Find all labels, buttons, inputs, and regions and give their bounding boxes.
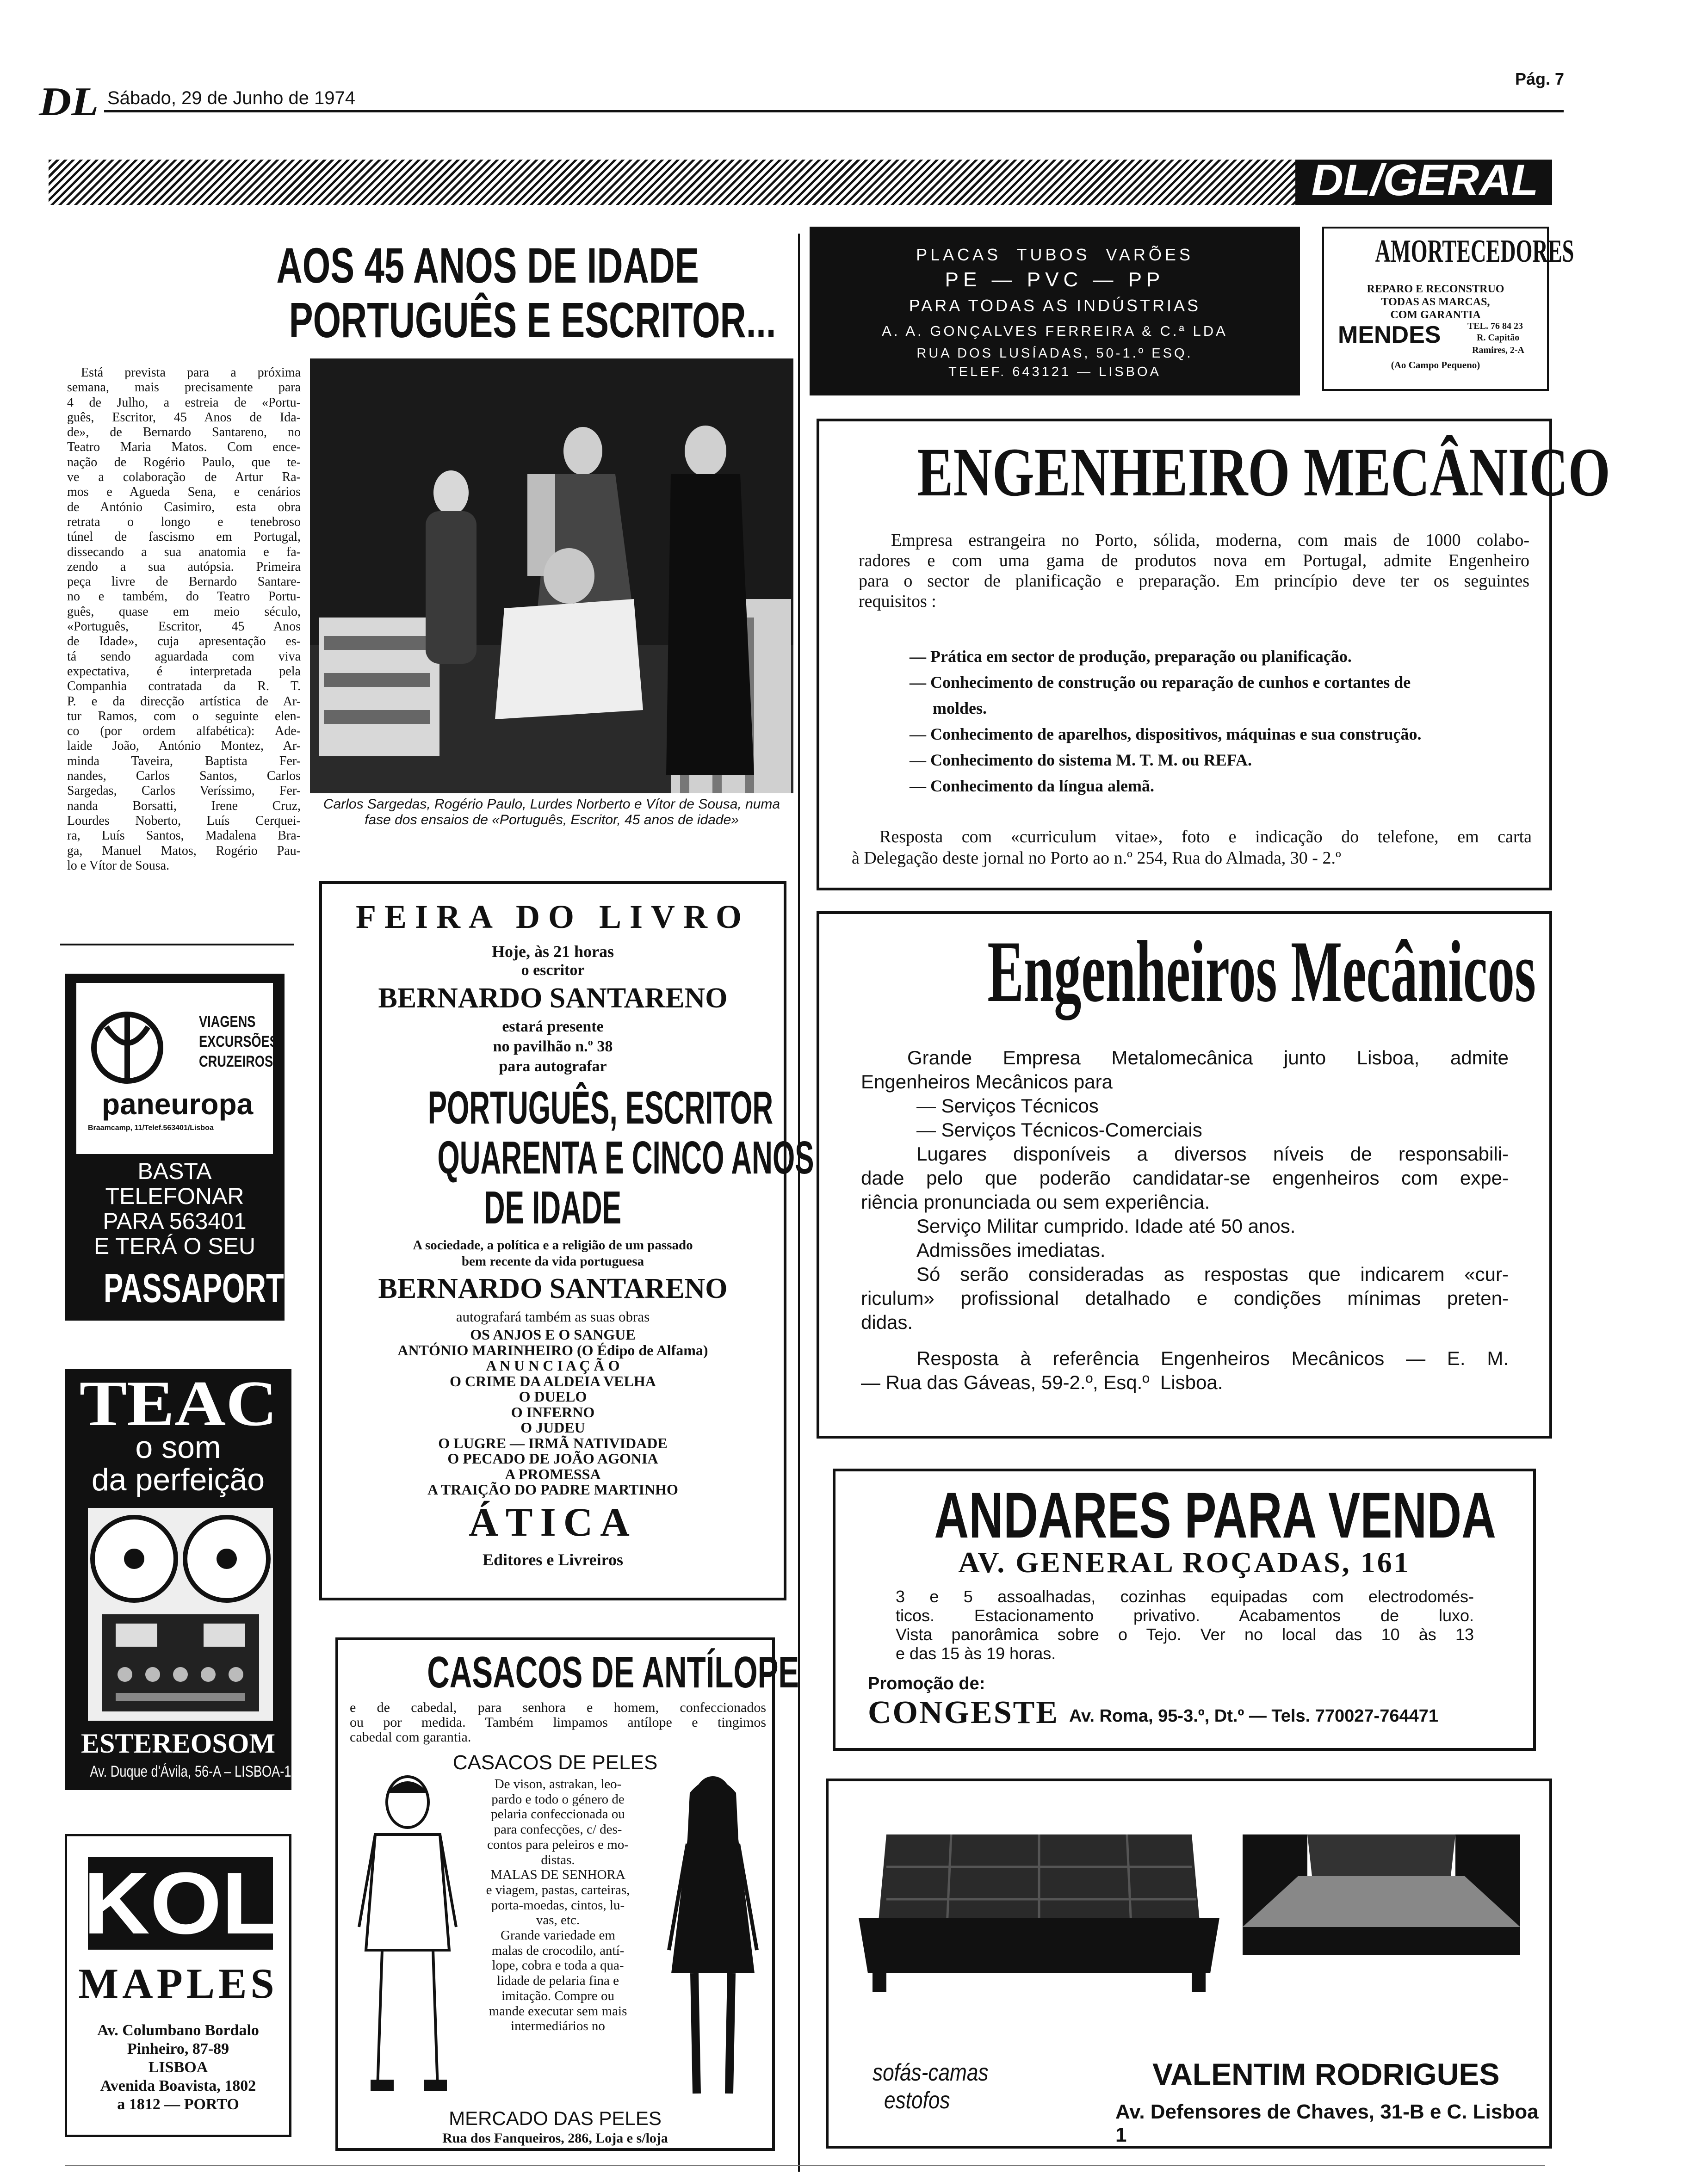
feira-work-title: O JUDEU [520, 1419, 585, 1436]
andares-address: AV. GENERAL ROÇADAS, 161 [958, 1546, 1411, 1579]
amortecedores-title-text: AMORTECEDORES [1375, 234, 1574, 269]
casacos-body-line: malas de crocodilo, antí- [491, 1943, 625, 1958]
casacos-body-line: lope, cobra e toda a qua- [492, 1958, 624, 1973]
engenheiros-body [861, 1046, 1509, 1395]
teac-address-text: Av. Duque d'Ávila, 56-A – LISBOA-1 [90, 1763, 291, 1780]
engenheiros-line-14: — Rua das Gáveas, 59-2.º, Esq.º Lisboa. [861, 1371, 1223, 1393]
newspaper-logo: DL [39, 80, 99, 124]
feira-title: FEIRA DO LIVRO [355, 898, 750, 935]
engenheiro-intro-line: Empresa estrangeira no Porto, sólida, moderna, com mais de 1000 colabo- [891, 531, 1529, 550]
casacos-intro-line: cabedal com garantia. [350, 1729, 471, 1745]
placas-line-4: A. A. GONÇALVES FERREIRA & C.ª LDA [882, 323, 1228, 339]
engenheiros-line-11: riculum» profissional detalhado e condições mínimas preten- [861, 1287, 1509, 1309]
feira-work-title: OS ANJOS E O SANGUE [470, 1326, 636, 1343]
article-body-line: laide João, António Montez, Ar- [67, 739, 301, 753]
sofa-illustration [859, 1825, 1219, 2010]
valentim-brand: VALENTIM RODRIGUES [1152, 2057, 1500, 2091]
feira-line-4: no pavilhão n.º 38 [493, 1038, 613, 1055]
amortecedores-brand: MENDES [1338, 321, 1441, 348]
article-body-line: P. e da direcção artística de Ar- [67, 694, 301, 709]
issue-date: Sábado, 29 de Junho de 1974 [107, 88, 356, 108]
casacos-body-line: mande executar sem mais [489, 2003, 627, 2019]
article-body-line: semana, mais precisamente para [67, 380, 301, 395]
andares-line-4: e das 15 às 19 horas. [896, 1644, 1056, 1663]
sofa-bed-illustration [1233, 1825, 1529, 1987]
column-rule-1 [798, 234, 800, 2172]
engenheiros-line-9: Admissões imediatas. [916, 1239, 1106, 1261]
amortecedores-addr-1: R. Capitão [1477, 333, 1520, 343]
feira-work-title: ANTÓNIO MARINHEIRO (O Édipo de Alfama) [397, 1341, 708, 1359]
paneuropa-ad [65, 974, 303, 1321]
andares-ad [833, 1469, 1536, 1751]
casacos-body [461, 1777, 655, 2034]
teac-slogan-2: da perfeição [91, 1462, 265, 1497]
amortecedores-line-3: COM GARANTIA [1390, 309, 1481, 321]
engenheiro-requirement: — Conhecimento da língua alemã. [910, 777, 1155, 795]
maples-logo [83, 1854, 278, 1952]
paneuropa-brand: paneuropa [102, 1087, 254, 1121]
casacos-body-line: vas, etc. [536, 1913, 580, 1928]
maples-brand: MAPLES [78, 1960, 278, 2007]
article-body-line: retrata o longo e tenebroso [67, 514, 301, 529]
placas-line-2: PE — PVC — PP [945, 268, 1165, 291]
casacos-body-line: Grande variedade em [501, 1928, 615, 1943]
casacos-body-line: lidade de pelaria fina e [496, 1973, 619, 1989]
engenheiros-line-1: Grande Empresa Metalomecânica junto Lisboa, admite [907, 1047, 1509, 1068]
feira-book-1: PORTUGUÊS, ESCRITOR [427, 1082, 774, 1134]
article-body-line: mos e Agueda Sena, e cenários [67, 485, 301, 500]
rehearsal-photo-scene [310, 358, 793, 793]
andares-lines [896, 1587, 1474, 1663]
article-body-line: peça livre de Bernardo Santare- [67, 574, 301, 589]
feira-book-title [322, 1082, 814, 1234]
paneuropa-slogan [65, 1159, 285, 1259]
feira-work-title: O DUELO [519, 1388, 587, 1405]
engenheiro-title-text: ENGENHEIRO MECÂNICO [917, 434, 1610, 511]
casacos-title [347, 1647, 799, 1698]
amortecedores-line-1: REPARO E RECONSTRUO [1367, 283, 1504, 295]
footer-rule [65, 2165, 1545, 2166]
tape-deck-icon [88, 1508, 273, 1721]
engenheiro-reply-line: Resposta com «curriculum vitae», foto e indicação do telefone, em carta [879, 827, 1532, 846]
casacos-body-line: e viagem, pastas, carteiras, [486, 1882, 630, 1897]
article-body-line: guês, quase em meio século, [67, 604, 301, 619]
paneuropa-logo-panel [76, 983, 278, 1154]
article-body [67, 365, 301, 873]
amortecedores-tel: TEL. 76 84 23 [1467, 321, 1523, 331]
amortecedores-title [1324, 233, 1574, 270]
paneuropa-slogan-1: BASTA [137, 1158, 212, 1184]
article-body-line: minda Taveira, Baptista Fer- [67, 753, 301, 768]
feira-publisher: ÁTICA [469, 1500, 637, 1545]
engenheiro-requirements [910, 643, 1520, 799]
passaporte-text: PASSAPORTE [103, 1265, 303, 1311]
page-number: Pág. 7 [1515, 69, 1565, 88]
maples-logo-text: KOL [83, 1854, 278, 1952]
paneuropa-address: Braamcamp, 11/Telef.563401/Lisboa [88, 1124, 214, 1132]
casacos-intro-line: e de cabedal, para senhora e homem, confeccionados [350, 1700, 766, 1715]
amortecedores-addr-3: (Ao Campo Pequeno) [1391, 359, 1480, 371]
article-body-line: nandes, Carlos Santos, Carlos [67, 769, 301, 784]
andares-company: CONGESTE [868, 1695, 1059, 1730]
placas-line-5: RUA DOS LUSÍADAS, 50-1.º ESQ. [916, 346, 1193, 361]
article-body-line: Está prevista para a próxima [81, 365, 301, 380]
casacos-body-line: pardo e todo o género de [491, 1791, 625, 1807]
casacos-body-line: para confecções, c/ des- [494, 1822, 622, 1837]
maples-line-1: Av. Columbano Bordalo [97, 2022, 259, 2039]
teac-slogan-1: o som [135, 1430, 221, 1465]
article-body-line: 4 de Julho, a estreia de «Portu- [67, 395, 301, 410]
amortecedores-addr-2: Ramires, 2-A [1472, 345, 1524, 355]
feira-subtitle-1: A sociedade, a política e a religião de um passado [413, 1238, 693, 1253]
placas-ad [810, 227, 1300, 395]
andares-contact: Av. Roma, 95-3.º, Dt.º — Tels. 770027-764471 [1069, 1706, 1438, 1726]
article-body-line: lo e Vítor de Sousa. [67, 858, 170, 873]
article-body-line: expectativa, é interpretada pela [67, 664, 301, 679]
maples-line-3: LISBOA [148, 2059, 208, 2076]
article-body-line: zendo a sua autópsia. Primeira [67, 559, 301, 574]
engenheiros-title-text: Engenheiros Mecânicos [987, 923, 1536, 1020]
casacos-intro-line: ou por medida. Também limpamos antílope e tingimos [350, 1715, 766, 1730]
maples-line-5: a 1812 — PORTO [117, 2096, 239, 2113]
teac-brand-text: TEAC [79, 1368, 277, 1439]
feira-publisher-sub: Editores e Livreiros [483, 1550, 623, 1569]
article-bottom-rule [60, 944, 294, 945]
engenheiro-title [819, 433, 1610, 512]
casacos-body-line: De vison, astrakan, leo- [494, 1777, 622, 1791]
tape-deck-image [88, 1508, 273, 1721]
article-body-line: tá sendo aguardada com viva [67, 649, 301, 664]
article-body-line: de Idade», cuja apresentação es- [67, 634, 301, 649]
article-body-line: co (por ordem alfabética): Ade- [67, 724, 301, 739]
engenheiro-ad [817, 419, 1610, 890]
maples-line-2: Pinheiro, 87-89 [127, 2040, 229, 2057]
casacos-body-line: pelaria confeccionada ou [491, 1807, 625, 1822]
casacos-body-line: porta-moedas, cintos, lu- [491, 1897, 625, 1913]
engenheiro-reply-line: à Delegação deste jornal no Porto ao n.º 254, Rua do Almada, 30 - 2.º [852, 848, 1341, 868]
rehearsal-photo [310, 358, 793, 793]
andares-line-1: 3 e 5 assoalhadas, cozinhas equipadas com electrodomés- [896, 1587, 1474, 1606]
feira-author-2: BERNARDO SANTARENO [378, 1273, 728, 1304]
article-body-line: ve a colaboração de Artur Ra- [67, 470, 301, 485]
photo-caption: Carlos Sargedas, Rogério Paulo, Lurdes Norberto e Vítor de Sousa, numa fase dos ensaios de «Português, Escritor, 45 anos de idade» [323, 797, 780, 828]
feira-book-3: DE IDADE [484, 1182, 622, 1234]
placas-line-3: PARA TODAS AS INDÚSTRIAS [909, 296, 1201, 315]
paneuropa-slogan-3: PARA 563401 [103, 1208, 247, 1234]
header-rule [104, 110, 1564, 112]
sofa-image [859, 1825, 1219, 2010]
man-figure [350, 1774, 461, 2098]
article-body-line: Teatro Maria Matos. Com ence- [67, 440, 301, 455]
engenheiros-line-12: didas. [861, 1311, 913, 1333]
article-body-line: ra, Luís Santos, Madalena Bra- [67, 828, 301, 843]
paneuropa-service-2: EXCURSÕES [199, 1033, 278, 1050]
amortecedores-line-2: TODAS AS MARCAS, [1381, 296, 1490, 308]
woman-figure [657, 1774, 768, 2107]
feira-work-title: O LUGRE — IRMÃ NATIVIDADE [438, 1434, 668, 1451]
casacos-subtitle: CASACOS DE PELES [452, 1751, 658, 1774]
engenheiro-requirement: — Conhecimento de aparelhos, dispositivos, máquinas e sua construção. [910, 725, 1422, 743]
placas-line-1: PLACAS TUBOS VARÕES [916, 245, 1194, 264]
engenheiros-line-4: — Serviços Técnicos-Comerciais [916, 1119, 1202, 1141]
andares-title-text: ANDARES PARA VENDA [934, 1479, 1496, 1551]
feira-livro-ad [319, 881, 814, 1600]
feira-author: BERNARDO SANTARENO [378, 982, 728, 1014]
maples-addresses [67, 2021, 289, 2114]
feira-work-title: A PROMESSA [505, 1465, 601, 1482]
engenheiros-line-7: riência pronunciada ou sem experiência. [861, 1191, 1210, 1213]
article-body-line: no e também, do Teatro Portu- [67, 589, 301, 604]
feira-line-1: Hoje, às 21 horas [492, 942, 614, 961]
feira-work-title: A N U N C I A Ç Ã O [486, 1357, 620, 1374]
andares-line-3: Vista panorâmica sobre o Tejo. Ver no local das 10 às 13 [896, 1625, 1474, 1644]
engenheiros-ad [817, 911, 1552, 1439]
engenheiro-requirement: — Conhecimento de construção ou reparação de cunhos e cortantes de [910, 673, 1411, 692]
paneuropa-passaporte [65, 1265, 303, 1311]
feira-work-title: O INFERNO [511, 1403, 595, 1421]
valentim-ad [826, 1779, 1552, 2149]
article-body-line: nanda Borsatti, Irene Cruz, [67, 798, 301, 813]
engenheiro-requirement: — Prática em sector de produção, preparação ou planificação. [910, 647, 1352, 666]
article-body-line: Companhia contratada da R. T. [67, 679, 301, 694]
teac-address [65, 1762, 291, 1781]
paneuropa-service-3: CRUZEIROS [199, 1053, 273, 1070]
woman-figure-illustration [657, 1774, 768, 2107]
engenheiro-intro-line: para o sector de planificação e preparação. Em princípio deve ter os seguintes [859, 571, 1529, 591]
feira-works-list [322, 1327, 784, 1498]
engenheiros-line-10: Só serão consideradas as respostas que indicarem «cur- [916, 1263, 1509, 1285]
engenheiro-intro [859, 530, 1529, 611]
headline-line-1: AOS 45 ANOS DE IDADE [276, 237, 699, 293]
engenheiros-line-6: dade pelo que poderão candidatar-se engenheiros com expe- [861, 1167, 1509, 1189]
engenheiro-requirement: moldes. [933, 699, 987, 717]
teac-ad [65, 1369, 291, 1790]
man-figure-illustration [350, 1774, 461, 2098]
paneuropa-slogan-2: TELEFONAR [105, 1183, 244, 1209]
engenheiros-line-2: Engenheiros Mecânicos para [861, 1071, 1113, 1093]
engenheiros-line-5: Lugares disponíveis a diversos níveis de responsabili- [916, 1143, 1509, 1165]
sofa-bed-image [1233, 1825, 1529, 1987]
engenheiros-line-13: Resposta à referência Engenheiros Mecânicos — E. M. [916, 1347, 1509, 1369]
casacos-body-line: MALAS DE SENHORA [490, 1867, 625, 1883]
feira-work-title: O CRIME DA ALDEIA VELHA [450, 1372, 656, 1390]
valentim-script-1: sofás-camas [873, 2059, 989, 2086]
article-body-line: «Português, Escritor, 45 Anos [67, 619, 301, 634]
feira-work-title: A TRAIÇÃO DO PADRE MARTINHO [427, 1481, 678, 1498]
andares-promo: Promoção de: [868, 1674, 985, 1693]
engenheiro-reply [852, 826, 1532, 869]
article-body-line: guês, Escritor, 45 Anos de Ida- [67, 410, 301, 425]
feira-line-5: para autografar [499, 1058, 607, 1075]
article-body-line: dissecando a sua anatomia e fa- [67, 544, 301, 559]
article-headline [194, 237, 776, 354]
section-banner-label: DL/GERAL [1311, 155, 1539, 205]
feira-also: autografará também as suas obras [456, 1309, 650, 1325]
andares-line-2: ticos. Estacionamento privativo. Acabamentos de luxo. [896, 1606, 1474, 1625]
feira-line-2: o escritor [521, 962, 585, 979]
feira-line-3: estará presente [502, 1018, 604, 1035]
casacos-title-text: CASACOS DE ANTÍLOPE [427, 1648, 799, 1697]
article-body-line: de», de Bernardo Santareno, no [67, 425, 301, 440]
headline-line-2: PORTUGUÊS E ESCRITOR... [289, 292, 776, 348]
feira-subtitle-2: bem recente da vida portuguesa [461, 1254, 644, 1269]
casacos-body-line: intermediários no [511, 2019, 605, 2034]
amortecedores-ad [1322, 227, 1574, 391]
casacos-body-line: imitação. Compre ou [501, 1988, 615, 2003]
teac-store: ESTEREOSOM [80, 1728, 276, 1759]
engenheiro-requirement: — Conhecimento do sistema M. T. M. ou REFA. [910, 751, 1252, 769]
engenheiros-title [819, 923, 1549, 1020]
article-body-line: Sargedas, Carlos Veríssimo, Fer- [67, 784, 301, 798]
feira-work-title: O PECADO DE JOÃO AGONIA [447, 1450, 658, 1467]
maples-line-4: Avenida Boavista, 1802 [100, 2077, 256, 2094]
teac-brand [65, 1368, 291, 1439]
engenheiros-line-8: Serviço Militar cumprido. Idade até 50 anos. [916, 1215, 1296, 1237]
casacos-body-line: contos para peleiros e mo- [487, 1837, 629, 1852]
article-body-line: ga, Manuel Matos, Rogério Pau- [67, 843, 301, 858]
engenheiro-intro-line: requisitos : [859, 592, 936, 611]
article-body-line: nação de Rogério Paulo, que te- [67, 455, 301, 469]
casacos-body-line: distas. [541, 1852, 575, 1867]
casacos-address: Rua dos Fanqueiros, 286, Loja e s/loja [442, 2131, 668, 2146]
feira-book-2: QUARENTA E CINCO ANOS [437, 1132, 814, 1184]
placas-line-6: TELEF. 643121 — LISBOA [948, 364, 1161, 379]
valentim-address: Av. Defensores de Chaves, 31-B e C. Lisboa 1 [1115, 2100, 1539, 2146]
andares-title [835, 1481, 1533, 1550]
casacos-ad [335, 1637, 799, 2151]
article-body-line: Lourdes Noberto, Luís Cerquei- [67, 813, 301, 828]
article-body-line: tur Ramos, com o seguinte elen- [67, 709, 301, 723]
paneuropa-service-1: VIAGENS [199, 1013, 256, 1031]
maples-ad [65, 1834, 291, 2137]
article-body-line: túnel de fascismo em Portugal, [67, 530, 301, 544]
engenheiros-line-3: — Serviços Técnicos [916, 1095, 1099, 1117]
article-body-line: de António Casimiro, esta obra [67, 500, 301, 514]
paneuropa-slogan-4: E TERÁ O SEU [93, 1233, 256, 1259]
engenheiro-intro-line: radores e com uma gama de produtos nova em Portugal, admite Engenheiro [859, 551, 1529, 570]
casacos-intro [350, 1700, 766, 1745]
casacos-store: MERCADO DAS PELES [449, 2107, 662, 2129]
valentim-script-2: estofos [884, 2087, 950, 2114]
